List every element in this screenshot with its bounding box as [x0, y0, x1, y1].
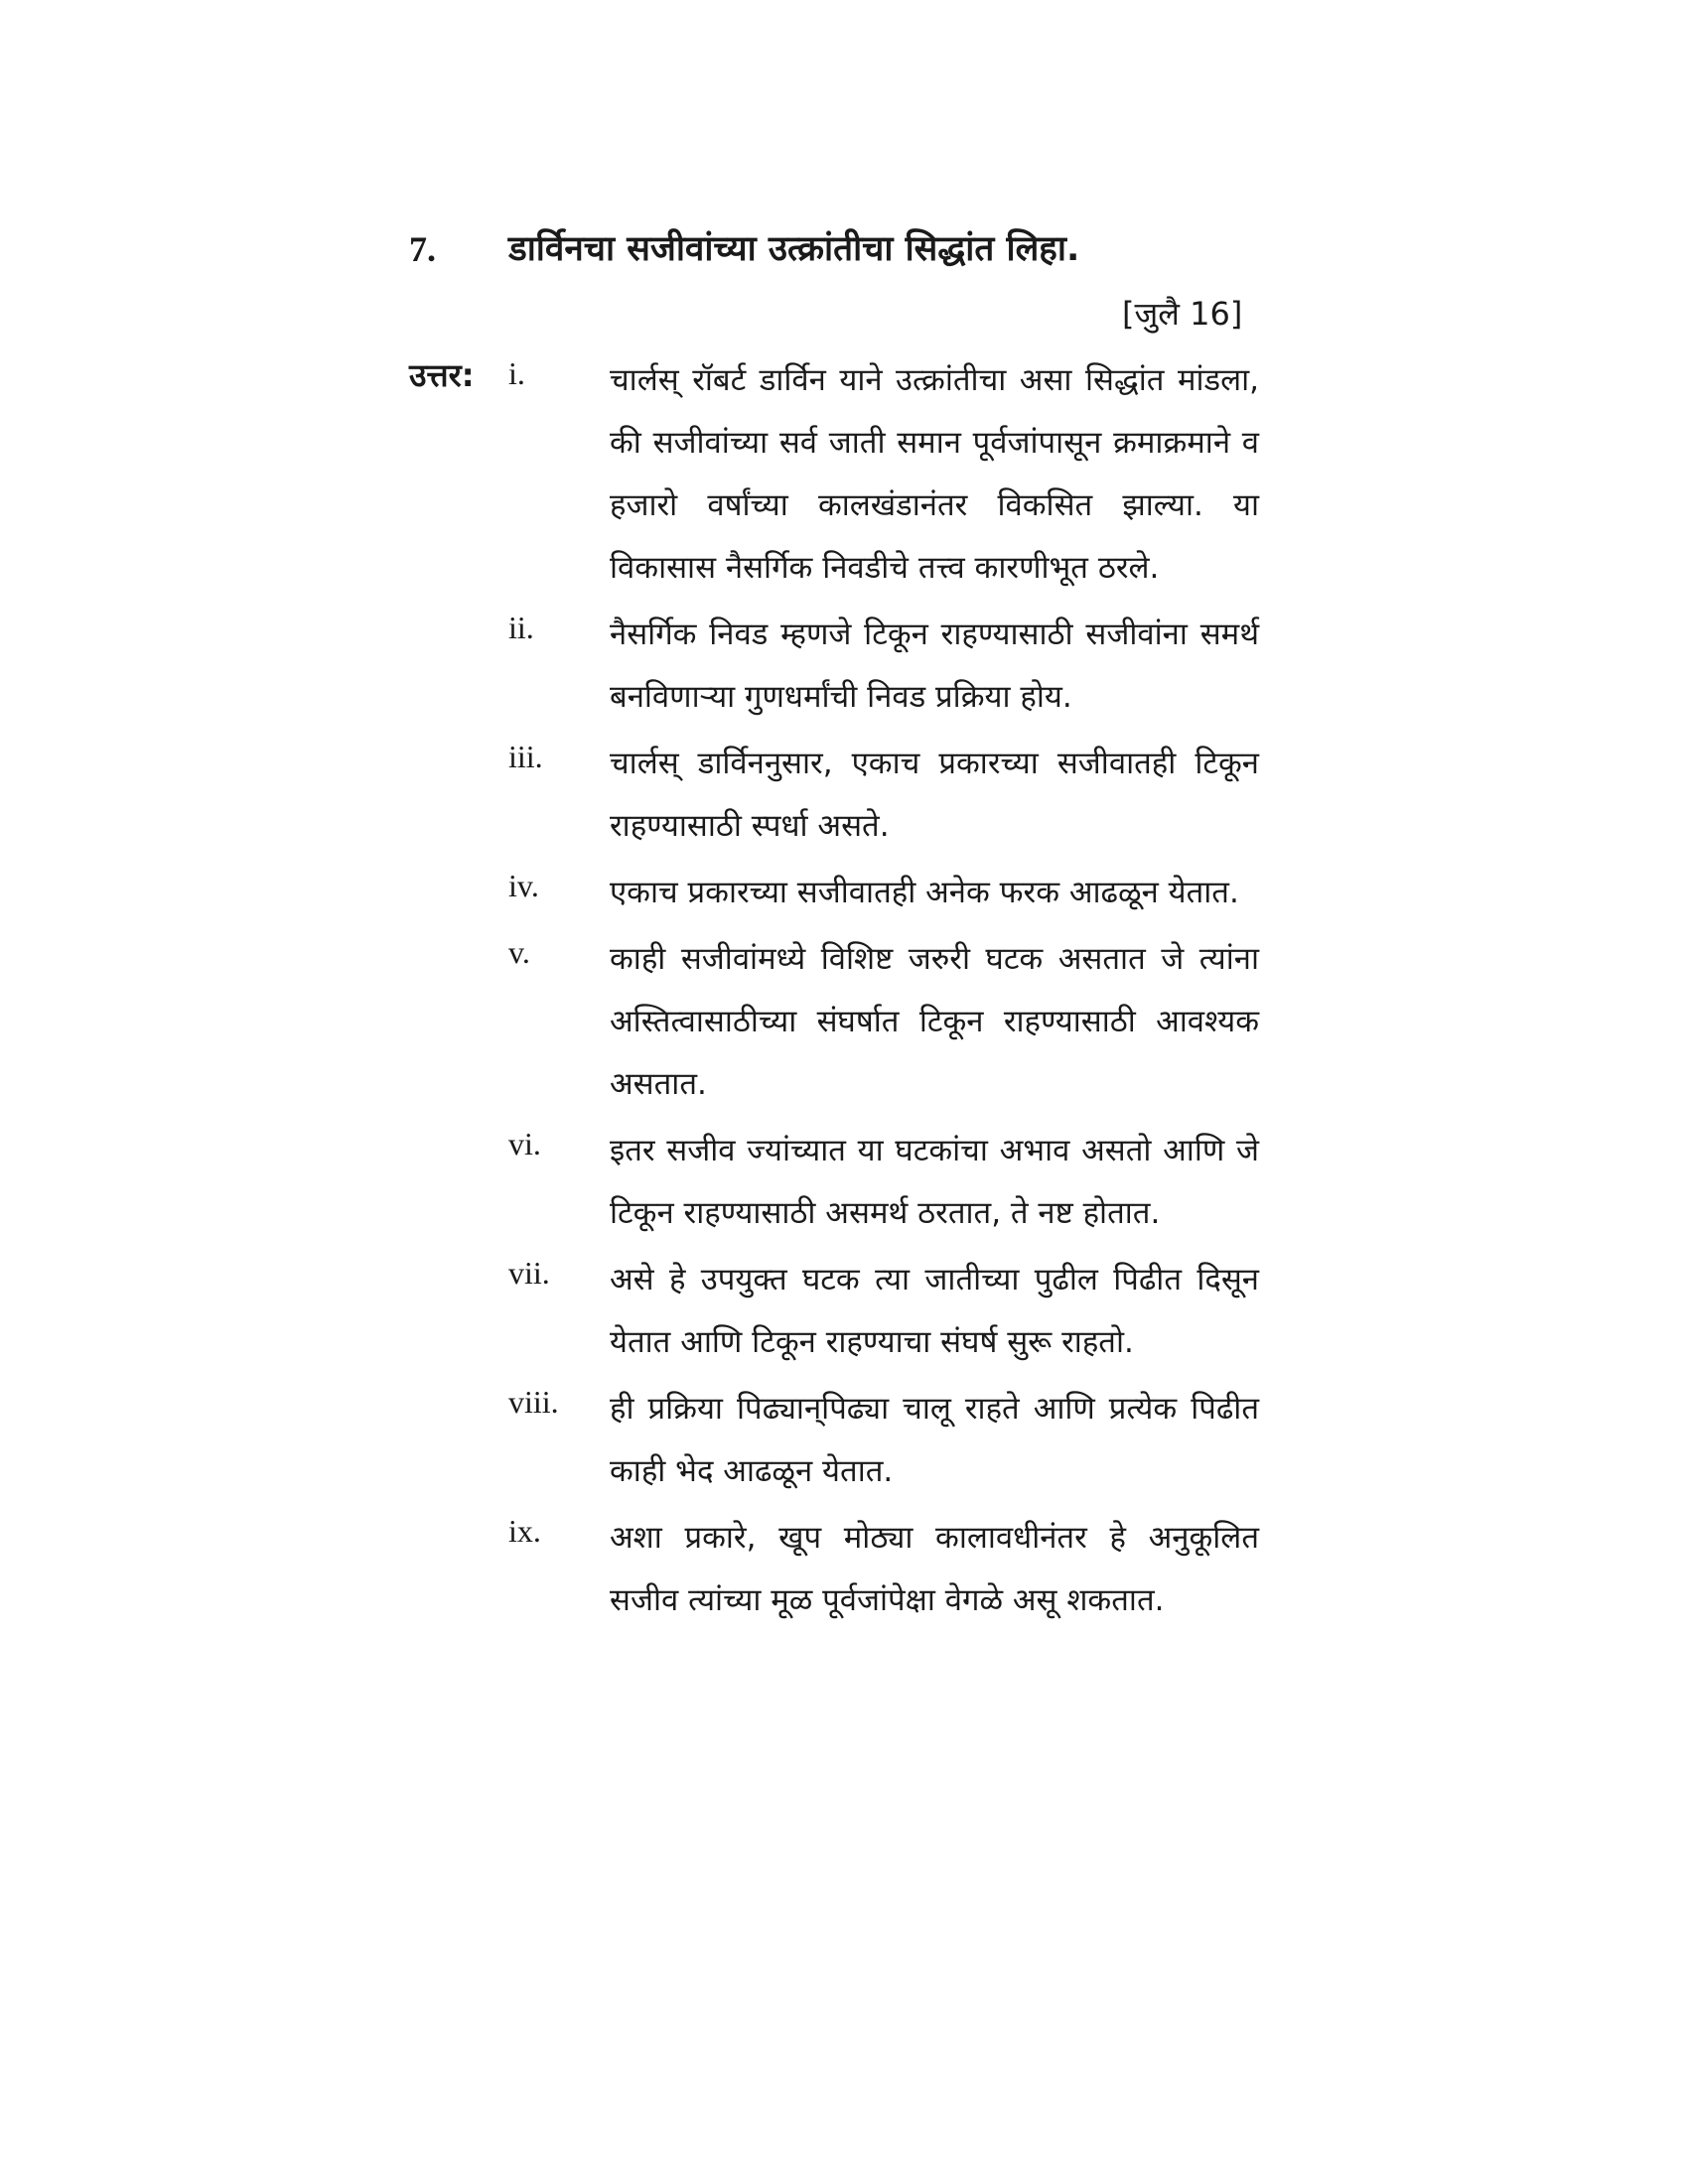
answer-item-vii: [0, 1249, 1688, 1374]
answer-list: [0, 349, 1688, 1636]
answer-item-viii: [0, 1378, 1688, 1503]
answer-item-ii: [0, 604, 1688, 729]
item-number: iv.: [508, 868, 539, 903]
question-number: 7.: [409, 229, 436, 269]
answer-item-iii: [0, 733, 1688, 858]
item-number: vii.: [508, 1255, 550, 1291]
question-text: डार्विनचा सजीवांच्या उत्क्रांतीचा सिद्धांत लिहा.: [508, 229, 1080, 269]
item-text: असे हे उपयुक्त घटक त्या जातीच्या पुढील पिढीत दिसून येतात आणि टिकून राहण्याचा संघर्ष सुरू राहतो.: [610, 1262, 1259, 1360]
answer-item-vi: [0, 1120, 1688, 1245]
item-text: अशा प्रकारे, खूप मोठ्या कालावधीनंतर हे अनुकूलित सजीव त्यांच्या मूळ पूर्वजांपेक्षा वेगळे असू शकतात.: [610, 1520, 1259, 1618]
item-text: नैसर्गिक निवड म्हणजे टिकून राहण्यासाठी सजीवांना समर्थ बनविणाऱ्या गुणधर्मांची निवड प्रक्रिया होय.: [610, 616, 1259, 715]
item-number: viii.: [508, 1384, 559, 1420]
item-text: काही सजीवांमध्ये विशिष्ट जरुरी घटक असतात जे त्यांना अस्तित्वासाठीच्या संघर्षात टिकून राहण्यासाठी आवश्यक असतात.: [610, 941, 1259, 1102]
answer-item-v: [0, 928, 1688, 1116]
item-text: इतर सजीव ज्यांच्यात या घटकांचा अभाव असतो आणि जे टिकून राहण्यासाठी असमर्थ ठरतात, ते नष्ट होतात.: [610, 1133, 1259, 1231]
item-number: v.: [508, 934, 530, 970]
item-text: चार्लस् रॉबर्ट डार्विन याने उत्क्रांतीचा असा सिद्धांत मांडला, की सजीवांच्या सर्व जाती समान पूर्वजांपासून क्रमाक्रमाने व हजारो वर्षांच्या कालखंडानंतर विकसित झाल्या. या विकासास नैसर्गिक निवडीचे तत्त्व कारणीभूत ठरले.: [610, 362, 1259, 586]
item-text: एकाच प्रकारच्या सजीवातही अनेक फरक आढळून येतात.: [610, 875, 1239, 910]
item-text: ही प्रक्रिया पिढ्यान्‌पिढ्या चालू राहते आणि प्रत्येक पिढीत काही भेद आढळून येतात.: [610, 1391, 1259, 1489]
item-text: चार्लस् डार्विननुसार, एकाच प्रकारच्या सजीवातही टिकून राहण्यासाठी स्पर्धा असते.: [610, 746, 1259, 844]
question-reference: [जुलै 16]: [1122, 295, 1243, 333]
item-number: iii.: [508, 739, 543, 774]
answer-item-i: [0, 349, 1688, 600]
answer-item-iv: [0, 862, 1688, 924]
answer-label: उत्तर:: [409, 356, 475, 394]
item-number: ii.: [508, 610, 534, 645]
item-number: i.: [508, 355, 525, 391]
item-number: ix.: [508, 1513, 541, 1549]
answer-item-ix: [0, 1507, 1688, 1632]
item-number: vi.: [508, 1126, 541, 1161]
